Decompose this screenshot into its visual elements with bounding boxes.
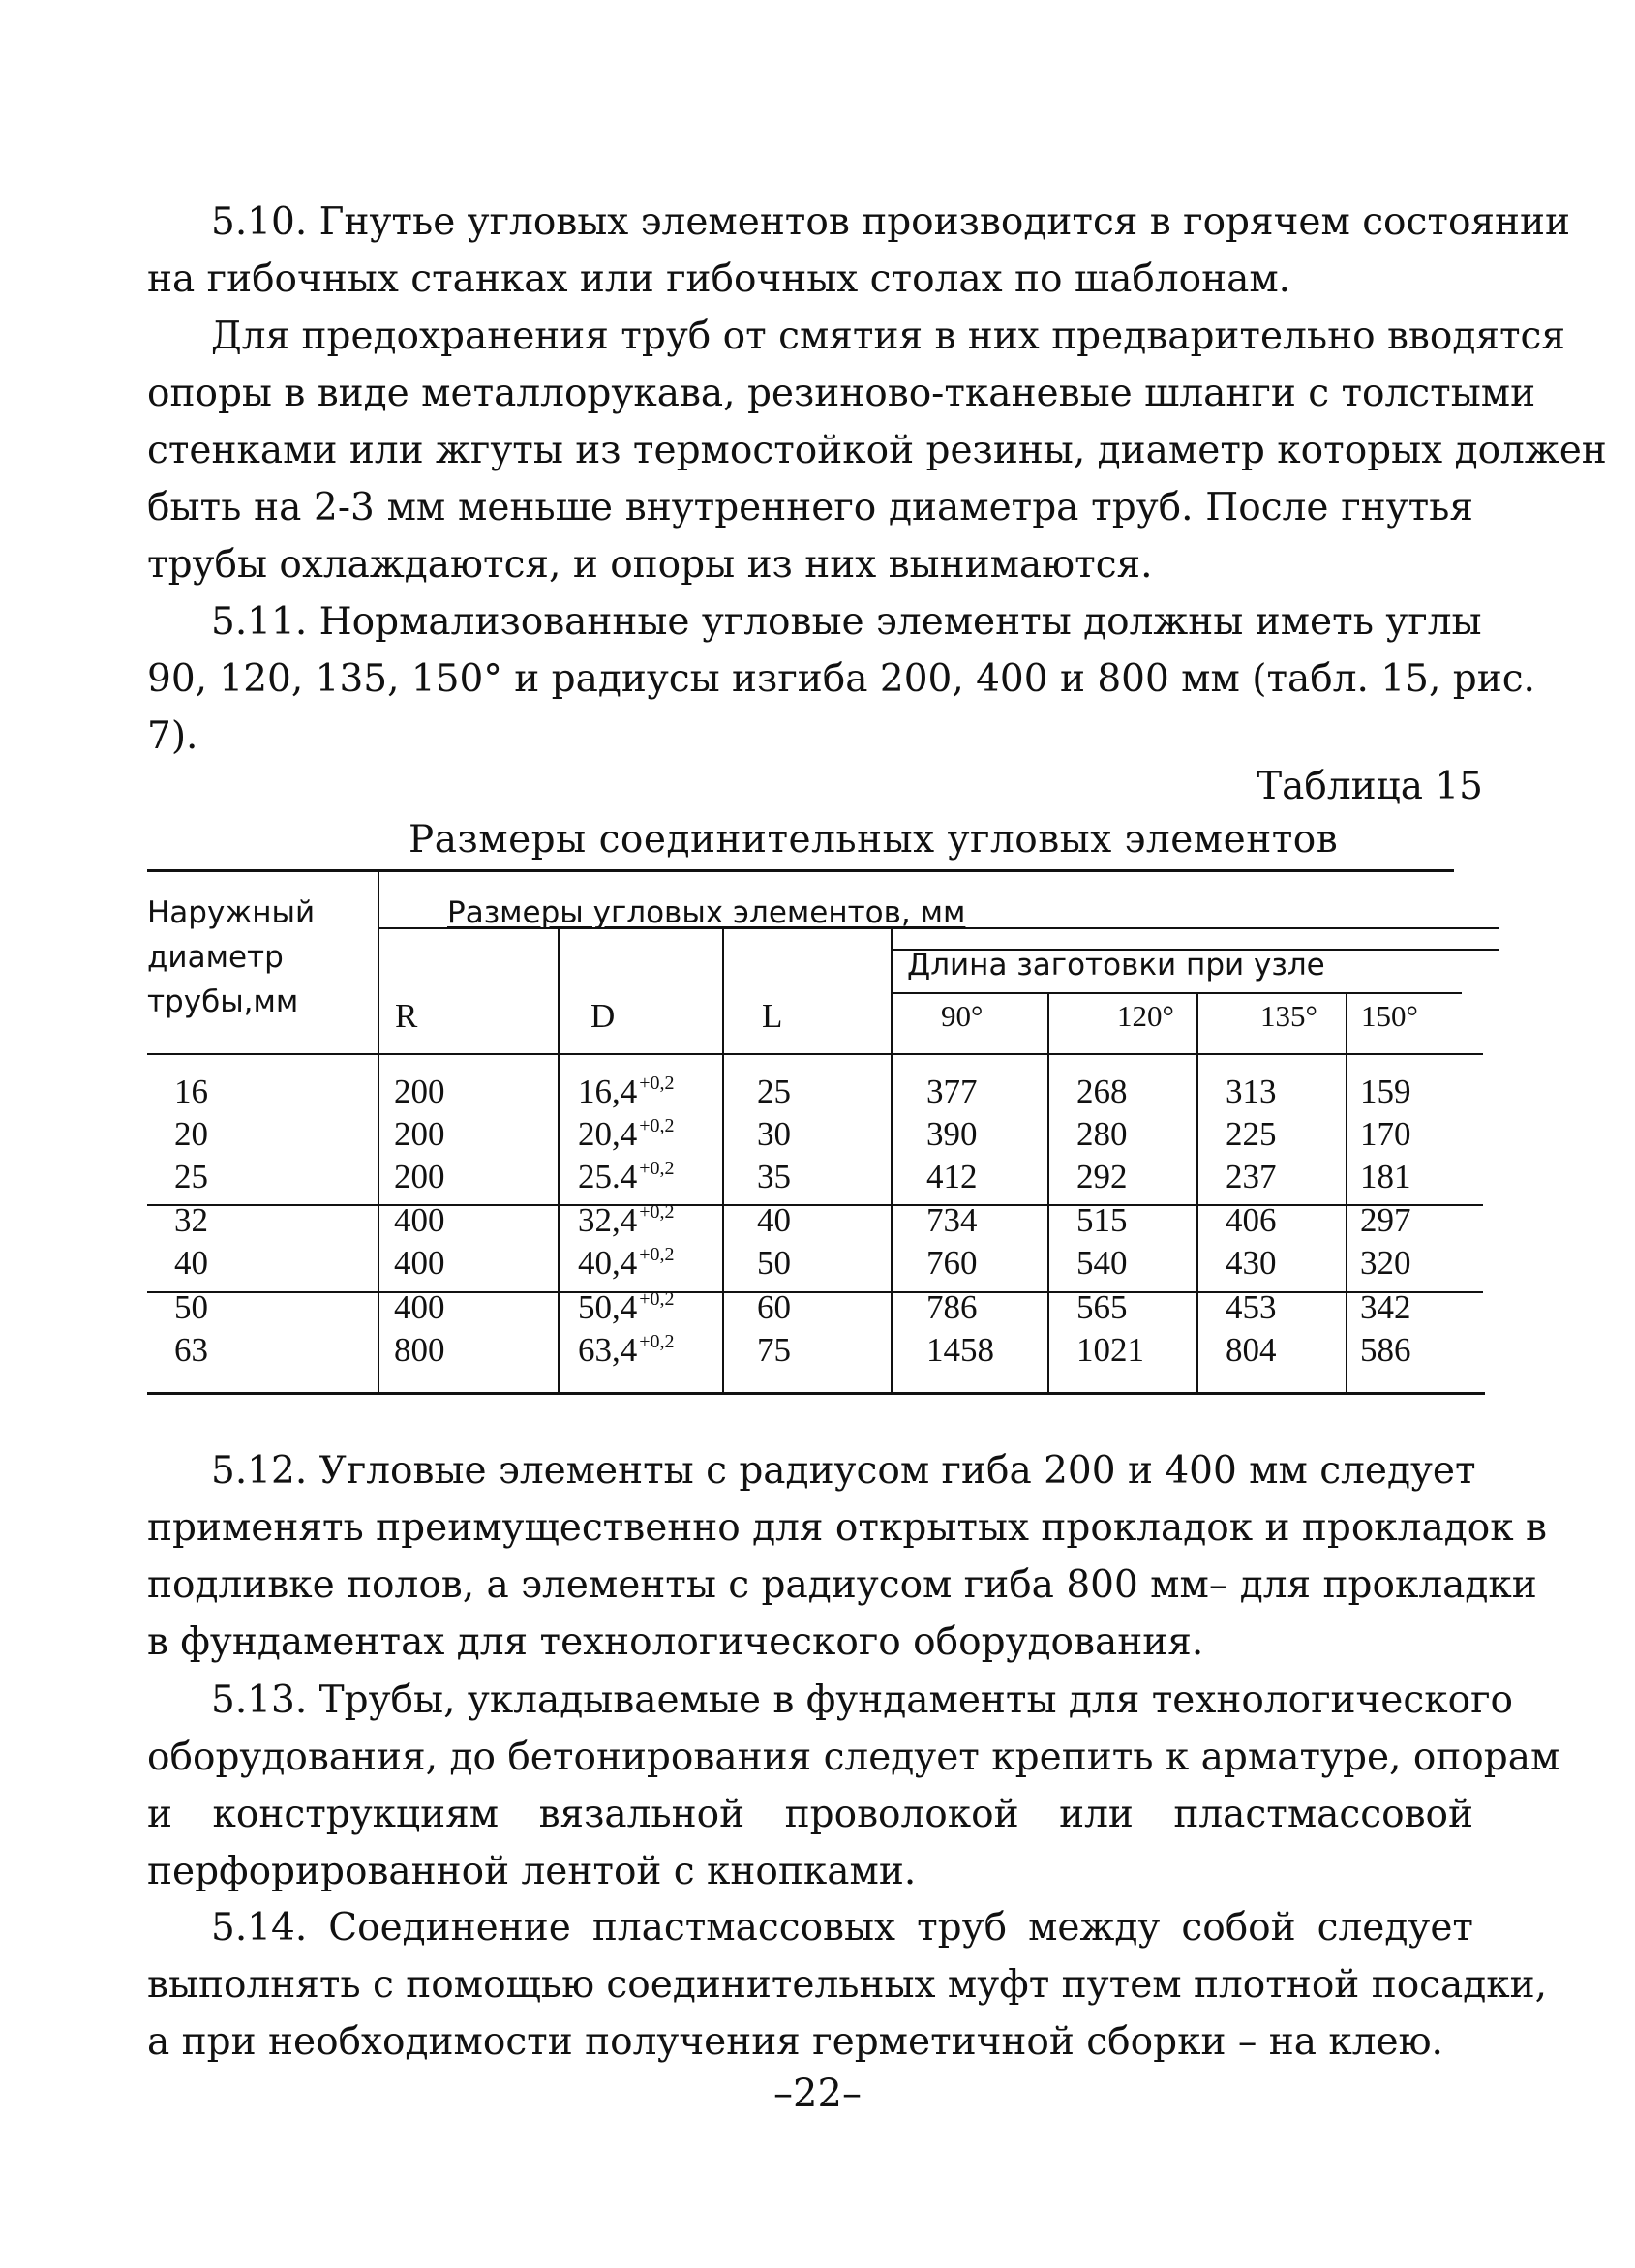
header-text: диаметр	[147, 940, 284, 975]
cell-value: 16	[174, 1073, 208, 1110]
header-text: Наружный	[147, 895, 316, 930]
text-line: 7).	[147, 714, 198, 758]
table-cell-a120	[1076, 1288, 1128, 1327]
cell-value: 40	[174, 1244, 208, 1282]
table-cell-dia	[174, 1288, 208, 1327]
cell-value: 297	[1360, 1201, 1411, 1239]
table-cell-a120	[1076, 1073, 1128, 1111]
paragraph-5-11	[147, 593, 1535, 765]
table-cell-D	[578, 1331, 675, 1370]
cell-value: 800	[394, 1331, 445, 1369]
table-cell-dia	[174, 1201, 208, 1240]
table-cell-a135	[1226, 1244, 1277, 1283]
text-line: и конструкциям вязальной проволокой или пластмассовой	[147, 1793, 1473, 1836]
table-cell-L	[757, 1158, 791, 1196]
text-line: стенками или жгуты из термостойкой резины, диаметр которых должен	[147, 429, 1607, 472]
cell-value: 786	[926, 1288, 978, 1326]
table-cell-D	[578, 1158, 675, 1196]
table-cell-a150	[1360, 1331, 1411, 1370]
table-cell-dia	[174, 1331, 208, 1370]
table-cell-L	[757, 1115, 791, 1154]
cell-value: 50	[174, 1288, 208, 1326]
table-cell-R	[394, 1331, 445, 1370]
cell-value: 32,4	[578, 1201, 638, 1239]
table-title: Размеры соединительных угловых элементов	[409, 818, 1339, 862]
paragraph-5-10-continued	[147, 308, 1607, 593]
text-line: оборудования, до бетонирования следует крепить к арматуре, опорам	[147, 1736, 1560, 1779]
header-outer-diameter	[147, 891, 315, 1024]
cell-value: 313	[1226, 1073, 1277, 1110]
header-135: 135°	[1260, 999, 1317, 1033]
table-cell-a135	[1226, 1201, 1277, 1240]
cell-value: 412	[926, 1158, 978, 1195]
table-cell-a120	[1076, 1158, 1128, 1196]
table-cell-dia	[174, 1158, 208, 1196]
cell-value: 63	[174, 1331, 208, 1369]
cell-value: 159	[1360, 1073, 1411, 1110]
cell-value: 760	[926, 1244, 978, 1282]
cell-value: 32	[174, 1201, 208, 1239]
cell-value: 430	[1226, 1244, 1277, 1282]
cell-value: 734	[926, 1201, 978, 1239]
cell-value: 400	[394, 1201, 445, 1239]
cell-value: 40	[757, 1201, 791, 1239]
tolerance: +0,2	[639, 1331, 675, 1352]
cell-value: 40,4	[578, 1244, 638, 1282]
cell-value: 50,4	[578, 1288, 638, 1326]
text-line: опоры в виде металлорукава, резиново-тканевые шланги с толстыми	[147, 372, 1536, 415]
tolerance: +0,2	[639, 1288, 675, 1310]
table-cell-a90	[926, 1073, 978, 1111]
paragraph-5-12	[147, 1442, 1547, 1671]
tolerance: +0,2	[639, 1201, 675, 1223]
header-D: D	[590, 997, 616, 1035]
cell-value: 225	[1226, 1115, 1277, 1153]
table-cell-a90	[926, 1201, 978, 1240]
text-line: на гибочных станках или гибочных столах по шаблонам.	[147, 257, 1291, 301]
cell-value: 16,4	[578, 1073, 638, 1110]
table-cell-a90	[926, 1244, 978, 1283]
table-cell-a150	[1360, 1244, 1411, 1283]
cell-value: 200	[394, 1115, 445, 1153]
cell-value: 200	[394, 1158, 445, 1195]
paragraph-5-10	[147, 194, 1571, 308]
text-line: 5.14. Соединение пластмассовых труб между собой следует	[211, 1906, 1473, 1950]
table-cell-D	[578, 1201, 675, 1240]
table-cell-a120	[1076, 1201, 1128, 1240]
cell-value: 586	[1360, 1331, 1411, 1369]
cell-value: 20,4	[578, 1115, 638, 1153]
header-150: 150°	[1361, 999, 1418, 1033]
tolerance: +0,2	[639, 1244, 675, 1265]
table-cell-R	[394, 1244, 445, 1283]
cell-value: 237	[1226, 1158, 1277, 1195]
table-cell-D	[578, 1115, 675, 1154]
tolerance: +0,2	[639, 1158, 675, 1179]
cell-value: 515	[1076, 1201, 1128, 1239]
cell-value: 406	[1226, 1201, 1277, 1239]
cell-value: 170	[1360, 1115, 1411, 1153]
text-line: 5.13. Трубы, укладываемые в фундаменты для технологического	[211, 1678, 1513, 1722]
cell-value: 25	[174, 1158, 208, 1195]
table-cell-a150	[1360, 1158, 1411, 1196]
text-line: подливке полов, а элементы с радиусом гиба 800 мм– для прокладки	[147, 1563, 1537, 1607]
table-cell-a135	[1226, 1331, 1277, 1370]
cell-value: 20	[174, 1115, 208, 1153]
table-cell-a90	[926, 1115, 978, 1154]
table-cell-a135	[1226, 1288, 1277, 1327]
cell-value: 181	[1360, 1158, 1411, 1195]
table-cell-R	[394, 1201, 445, 1240]
text-line: Для предохранения труб от смятия в них предварительно вводятся	[211, 315, 1565, 358]
header-L: L	[762, 997, 783, 1035]
table-cell-a135	[1226, 1115, 1277, 1154]
cell-value: 25	[757, 1073, 791, 1110]
text-line: 5.12. Угловые элементы с радиусом гиба 200 и 400 мм следует	[211, 1449, 1476, 1493]
cell-value: 50	[757, 1244, 791, 1282]
tolerance: +0,2	[639, 1115, 675, 1136]
table-cell-dia	[174, 1244, 208, 1283]
text-line: трубы охлаждаются, и опоры из них вынимаются.	[147, 543, 1153, 587]
table-cell-a90	[926, 1331, 994, 1370]
cell-value: 453	[1226, 1288, 1277, 1326]
table-cell-a120	[1076, 1244, 1128, 1283]
table-cell-L	[757, 1073, 791, 1111]
header-group: Размеры угловых элементов, мм	[447, 895, 966, 930]
cell-value: 1458	[926, 1331, 994, 1369]
cell-value: 25.4	[578, 1158, 638, 1195]
table-cell-a120	[1076, 1331, 1144, 1370]
page-number: –22–	[773, 2071, 862, 2116]
text-line: в фундаментах для технологического оборудования.	[147, 1620, 1204, 1664]
table-cell-a120	[1076, 1115, 1128, 1154]
paragraph-5-13	[147, 1672, 1560, 1900]
table-cell-a90	[926, 1158, 978, 1196]
cell-value: 804	[1226, 1331, 1277, 1369]
cell-value: 35	[757, 1158, 791, 1195]
cell-value: 60	[757, 1288, 791, 1326]
text-line: быть на 2-3 мм меньше внутреннего диаметра труб. После гнутья	[147, 486, 1473, 529]
cell-value: 1021	[1076, 1331, 1144, 1369]
cell-value: 30	[757, 1115, 791, 1153]
header-120: 120°	[1117, 999, 1174, 1033]
text-line: выполнять с помощью соединительных муфт путем плотной посадки,	[147, 1963, 1548, 2007]
table-cell-D	[578, 1244, 675, 1283]
table-cell-a150	[1360, 1073, 1411, 1111]
table-cell-L	[757, 1288, 791, 1327]
cell-value: 268	[1076, 1073, 1128, 1110]
text-line: а при необходимости получения герметичной сборки – на клею.	[147, 2020, 1443, 2064]
cell-value: 565	[1076, 1288, 1128, 1326]
cell-value: 75	[757, 1331, 791, 1369]
table-cell-D	[578, 1288, 675, 1327]
table-cell-dia	[174, 1073, 208, 1111]
table-cell-R	[394, 1288, 445, 1327]
text-line: 5.10. Гнутье угловых элементов производится в горячем состоянии	[211, 200, 1571, 244]
table-cell-R	[394, 1115, 445, 1154]
header-90: 90°	[941, 999, 984, 1033]
table-cell-L	[757, 1201, 791, 1240]
cell-value: 377	[926, 1073, 978, 1110]
table-cell-a150	[1360, 1115, 1411, 1154]
cell-value: 320	[1360, 1244, 1411, 1282]
cell-value: 400	[394, 1244, 445, 1282]
header-text: трубы,мм	[147, 984, 299, 1019]
cell-value: 400	[394, 1288, 445, 1326]
cell-value: 292	[1076, 1158, 1128, 1195]
text-line: перфорированной лентой с кнопками.	[147, 1850, 917, 1893]
table-cell-L	[757, 1331, 791, 1370]
table-cell-a150	[1360, 1201, 1411, 1240]
header-R: R	[395, 997, 418, 1035]
cell-value: 540	[1076, 1244, 1128, 1282]
table-cell-a90	[926, 1288, 978, 1327]
table-cell-L	[757, 1244, 791, 1283]
cell-value: 63,4	[578, 1331, 638, 1369]
table-cell-dia	[174, 1115, 208, 1154]
header-subgroup: Длина заготовки при узле	[907, 948, 1325, 983]
table-cell-a135	[1226, 1158, 1277, 1196]
dimensions-table	[147, 869, 1499, 1406]
cell-value: 390	[926, 1115, 978, 1153]
cell-value: 200	[394, 1073, 445, 1110]
table-label: Таблица 15	[1257, 765, 1483, 808]
table-cell-a150	[1360, 1288, 1411, 1327]
table-cell-R	[394, 1073, 445, 1111]
tolerance: +0,2	[639, 1073, 675, 1094]
cell-value: 342	[1360, 1288, 1411, 1326]
table-cell-a135	[1226, 1073, 1277, 1111]
paragraph-5-14	[147, 1899, 1548, 2071]
text-line: применять преимущественно для открытых прокладок и прокладок в	[147, 1506, 1547, 1550]
text-line: 5.11. Нормализованные угловые элементы должны иметь углы	[211, 600, 1482, 644]
table-cell-D	[578, 1073, 675, 1111]
text-line: 90, 120, 135, 150° и радиусы изгиба 200, 400 и 800 мм (табл. 15, рис.	[147, 657, 1535, 701]
cell-value: 280	[1076, 1115, 1128, 1153]
table-cell-R	[394, 1158, 445, 1196]
